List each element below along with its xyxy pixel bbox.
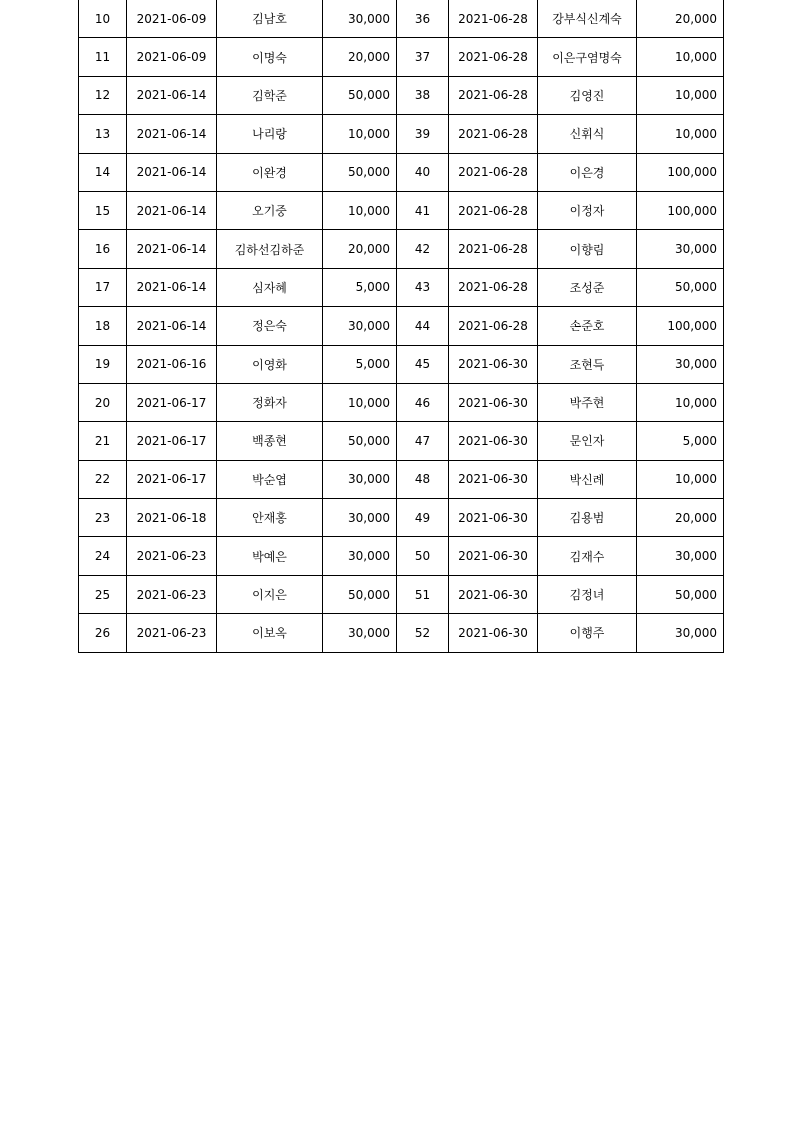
right-no-cell: 46	[397, 383, 449, 421]
left-no-cell: 26	[79, 614, 127, 652]
right-amount-cell: 100,000	[637, 307, 724, 345]
left-no-cell: 11	[79, 38, 127, 76]
left-amount-cell: 50,000	[323, 153, 397, 191]
left-name-cell: 박순엽	[217, 460, 323, 498]
right-name-cell: 신휘식	[538, 115, 637, 153]
right-date-cell: 2021-06-30	[449, 422, 538, 460]
right-name-cell: 이행주	[538, 614, 637, 652]
table-row	[79, 499, 724, 537]
left-date-cell: 2021-06-09	[127, 0, 217, 38]
right-no-cell: 43	[397, 268, 449, 306]
left-date-cell: 2021-06-14	[127, 230, 217, 268]
left-no-cell: 17	[79, 268, 127, 306]
left-name-cell: 이영화	[217, 345, 323, 383]
right-no-cell: 49	[397, 499, 449, 537]
table-row	[79, 537, 724, 575]
left-amount-cell: 50,000	[323, 575, 397, 613]
left-date-cell: 2021-06-18	[127, 499, 217, 537]
donation-table	[78, 0, 724, 653]
table-row	[79, 76, 724, 114]
right-no-cell: 40	[397, 153, 449, 191]
left-name-cell: 박예은	[217, 537, 323, 575]
left-name-cell: 정화자	[217, 383, 323, 421]
right-amount-cell: 100,000	[637, 191, 724, 229]
right-date-cell: 2021-06-30	[449, 537, 538, 575]
right-no-cell: 44	[397, 307, 449, 345]
left-no-cell: 14	[79, 153, 127, 191]
right-name-cell: 김용범	[538, 499, 637, 537]
right-name-cell: 이은경	[538, 153, 637, 191]
left-name-cell: 이명숙	[217, 38, 323, 76]
left-name-cell: 이완경	[217, 153, 323, 191]
left-no-cell: 21	[79, 422, 127, 460]
table-row	[79, 268, 724, 306]
right-date-cell: 2021-06-30	[449, 575, 538, 613]
right-name-cell: 이향림	[538, 230, 637, 268]
left-amount-cell: 50,000	[323, 76, 397, 114]
left-amount-cell: 10,000	[323, 115, 397, 153]
right-amount-cell: 20,000	[637, 499, 724, 537]
left-no-cell: 22	[79, 460, 127, 498]
left-date-cell: 2021-06-17	[127, 383, 217, 421]
right-no-cell: 38	[397, 76, 449, 114]
table-row	[79, 0, 724, 38]
left-name-cell: 이보옥	[217, 614, 323, 652]
left-date-cell: 2021-06-14	[127, 153, 217, 191]
left-name-cell: 정은숙	[217, 307, 323, 345]
table-row	[79, 422, 724, 460]
left-date-cell: 2021-06-09	[127, 38, 217, 76]
left-date-cell: 2021-06-23	[127, 575, 217, 613]
right-no-cell: 47	[397, 422, 449, 460]
left-name-cell: 김남호	[217, 0, 323, 38]
left-name-cell: 이지은	[217, 575, 323, 613]
right-date-cell: 2021-06-28	[449, 115, 538, 153]
right-no-cell: 42	[397, 230, 449, 268]
donation-table-body	[79, 0, 724, 652]
right-date-cell: 2021-06-28	[449, 230, 538, 268]
left-amount-cell: 5,000	[323, 268, 397, 306]
right-date-cell: 2021-06-30	[449, 614, 538, 652]
right-amount-cell: 5,000	[637, 422, 724, 460]
left-no-cell: 19	[79, 345, 127, 383]
right-name-cell: 조성준	[538, 268, 637, 306]
left-date-cell: 2021-06-17	[127, 460, 217, 498]
right-date-cell: 2021-06-28	[449, 38, 538, 76]
right-name-cell: 조현득	[538, 345, 637, 383]
right-name-cell: 김재수	[538, 537, 637, 575]
right-date-cell: 2021-06-28	[449, 268, 538, 306]
right-amount-cell: 100,000	[637, 153, 724, 191]
right-name-cell: 박주현	[538, 383, 637, 421]
right-amount-cell: 50,000	[637, 575, 724, 613]
left-date-cell: 2021-06-14	[127, 307, 217, 345]
left-no-cell: 12	[79, 76, 127, 114]
left-date-cell: 2021-06-14	[127, 115, 217, 153]
table-row	[79, 115, 724, 153]
right-name-cell: 김정녀	[538, 575, 637, 613]
left-no-cell: 23	[79, 499, 127, 537]
table-row	[79, 38, 724, 76]
table-row	[79, 230, 724, 268]
left-date-cell: 2021-06-14	[127, 76, 217, 114]
table-row	[79, 153, 724, 191]
left-amount-cell: 20,000	[323, 230, 397, 268]
right-name-cell: 박신례	[538, 460, 637, 498]
left-date-cell: 2021-06-17	[127, 422, 217, 460]
right-name-cell: 이은구염명숙	[538, 38, 637, 76]
left-no-cell: 20	[79, 383, 127, 421]
right-name-cell: 김영진	[538, 76, 637, 114]
right-date-cell: 2021-06-30	[449, 383, 538, 421]
left-amount-cell: 50,000	[323, 422, 397, 460]
right-no-cell: 52	[397, 614, 449, 652]
table-row	[79, 383, 724, 421]
left-amount-cell: 10,000	[323, 383, 397, 421]
left-no-cell: 25	[79, 575, 127, 613]
left-amount-cell: 30,000	[323, 0, 397, 38]
right-date-cell: 2021-06-28	[449, 76, 538, 114]
right-amount-cell: 20,000	[637, 0, 724, 38]
left-no-cell: 13	[79, 115, 127, 153]
left-amount-cell: 30,000	[323, 499, 397, 537]
left-amount-cell: 10,000	[323, 191, 397, 229]
left-amount-cell: 20,000	[323, 38, 397, 76]
left-name-cell: 나리랑	[217, 115, 323, 153]
left-no-cell: 24	[79, 537, 127, 575]
right-amount-cell: 30,000	[637, 345, 724, 383]
right-date-cell: 2021-06-30	[449, 460, 538, 498]
right-date-cell: 2021-06-30	[449, 499, 538, 537]
right-no-cell: 39	[397, 115, 449, 153]
table-row	[79, 460, 724, 498]
left-date-cell: 2021-06-14	[127, 191, 217, 229]
right-name-cell: 이정자	[538, 191, 637, 229]
right-amount-cell: 10,000	[637, 383, 724, 421]
right-amount-cell: 10,000	[637, 460, 724, 498]
table-row	[79, 191, 724, 229]
right-name-cell: 강부식신계숙	[538, 0, 637, 38]
left-name-cell: 백종현	[217, 422, 323, 460]
left-name-cell: 심자혜	[217, 268, 323, 306]
right-date-cell: 2021-06-30	[449, 345, 538, 383]
left-no-cell: 18	[79, 307, 127, 345]
right-date-cell: 2021-06-28	[449, 191, 538, 229]
right-amount-cell: 30,000	[637, 230, 724, 268]
left-amount-cell: 30,000	[323, 614, 397, 652]
right-date-cell: 2021-06-28	[449, 0, 538, 38]
right-amount-cell: 30,000	[637, 537, 724, 575]
right-no-cell: 50	[397, 537, 449, 575]
left-date-cell: 2021-06-23	[127, 614, 217, 652]
right-no-cell: 45	[397, 345, 449, 383]
left-date-cell: 2021-06-16	[127, 345, 217, 383]
table-row	[79, 345, 724, 383]
left-date-cell: 2021-06-23	[127, 537, 217, 575]
left-amount-cell: 30,000	[323, 460, 397, 498]
right-amount-cell: 10,000	[637, 115, 724, 153]
left-name-cell: 오기중	[217, 191, 323, 229]
left-date-cell: 2021-06-14	[127, 268, 217, 306]
left-amount-cell: 5,000	[323, 345, 397, 383]
left-no-cell: 16	[79, 230, 127, 268]
right-amount-cell: 50,000	[637, 268, 724, 306]
table-row	[79, 614, 724, 652]
right-date-cell: 2021-06-28	[449, 307, 538, 345]
left-name-cell: 김학준	[217, 76, 323, 114]
right-no-cell: 48	[397, 460, 449, 498]
right-no-cell: 51	[397, 575, 449, 613]
right-name-cell: 문인자	[538, 422, 637, 460]
left-name-cell: 김하선김하준	[217, 230, 323, 268]
table-row	[79, 575, 724, 613]
right-no-cell: 36	[397, 0, 449, 38]
right-name-cell: 손준호	[538, 307, 637, 345]
left-no-cell: 10	[79, 0, 127, 38]
table-row	[79, 307, 724, 345]
right-amount-cell: 30,000	[637, 614, 724, 652]
right-amount-cell: 10,000	[637, 38, 724, 76]
right-no-cell: 41	[397, 191, 449, 229]
left-amount-cell: 30,000	[323, 537, 397, 575]
left-amount-cell: 30,000	[323, 307, 397, 345]
right-amount-cell: 10,000	[637, 76, 724, 114]
right-no-cell: 37	[397, 38, 449, 76]
left-name-cell: 안재홍	[217, 499, 323, 537]
left-no-cell: 15	[79, 191, 127, 229]
right-date-cell: 2021-06-28	[449, 153, 538, 191]
